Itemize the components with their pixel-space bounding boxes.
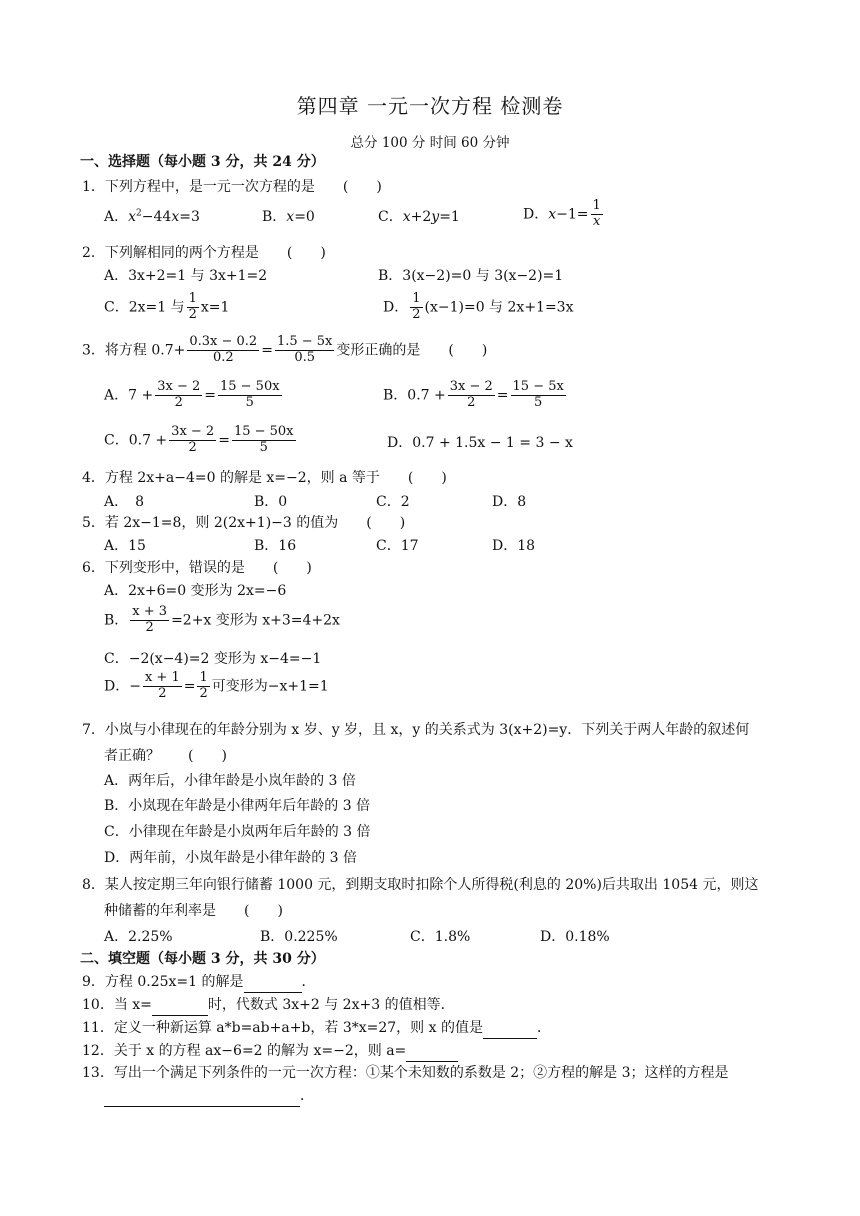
section-heading-choice: 一、选择题（每小题 3 分，共 24 分） — [80, 154, 325, 170]
q3-option-a: A．7 + $\frac{3x - 2}{2}$ = $\frac{15 - 50x}{5}$ — [104, 379, 280, 410]
q1-stem: 1．下列方程中，是一元一次方程的是 ( ) — [82, 179, 382, 195]
q3-stem: 3．将方程 0.7+ $\frac{0.3x - 0.2}{0.2}$ = $\frac{1.5 - 5x}{0.5}$ 变形正确的是 ( ) — [82, 334, 488, 365]
q2-option-d: D． $\frac{1}{2}$ (x−1)=0 与 2x+1=3x — [383, 291, 574, 322]
q1-option-a: A．$x^2-44x=3$ — [104, 208, 200, 225]
page-subtitle: 总分 100 分 时间 60 分钟 — [350, 135, 510, 151]
q3-option-d: D．0.7 + 1.5x − 1 = 3 − x — [387, 435, 573, 451]
q8-option-a: A．2.25% — [104, 929, 173, 945]
q8-option-c: C．1.8% — [410, 929, 471, 945]
q1-option-d: D．x−1= $\frac{1}{x}$ — [523, 198, 601, 229]
q7-stem-line1: 7．小岚与小律现在的年龄分别为 x 岁、y 岁，且 x，y 的关系式为 3(x+2)=y．下列关于两人年龄的叙述何 — [82, 722, 750, 738]
q8-stem-line1: 8．某人按定期三年向银行储蓄 1000 元，到期支取时扣除个人所得税(利息的 20%)后共取出 1054 元，则这 — [82, 877, 759, 893]
q1-option-b: B．x=0 — [262, 209, 315, 225]
q4-option-a: A． 8 — [104, 494, 145, 510]
q6-option-a: A．2x+6=0 变形为 2x=−6 — [104, 583, 287, 599]
q4-option-b: B．0 — [254, 494, 288, 510]
q7-option-a: A．两年后，小律年龄是小岚年龄的 3 倍 — [104, 773, 356, 789]
q3-option-c: C．0.7 + $\frac{3x - 2}{2}$ = $\frac{15 - 50x}{5}$ — [104, 424, 294, 455]
q6-option-c: C．−2(x−4)=2 变形为 x−4=−1 — [104, 651, 322, 667]
q5-option-d: D．18 — [492, 538, 536, 554]
q6-option-b: B． $\frac{x + 3}{2}$ =2+x 变形为 x+3=4+2x — [104, 604, 340, 635]
q2-option-b: B．3(x−2)=0 与 3(x−2)=1 — [378, 268, 564, 284]
q4-option-c: C．2 — [376, 494, 410, 510]
q3-option-b: B．0.7 + $\frac{3x - 2}{2}$ = $\frac{15 - 5x}{5}$ — [383, 379, 564, 410]
q13-line2: ． — [104, 1086, 314, 1107]
q7-option-b: B．小岚现在年龄是小律两年后年龄的 3 倍 — [104, 798, 371, 814]
q10-answer-blank[interactable] — [152, 995, 208, 1016]
q9-answer-blank[interactable] — [244, 972, 302, 993]
q2-option-c: C．2x=1 与 $\frac{1}{2}$ x=1 — [104, 291, 230, 322]
q4-stem: 4．方程 2x+a−4=0 的解是 x=−2，则 a 等于 ( ) — [82, 470, 447, 486]
q11: 11．定义一种新运算 a*b=ab+a+b，若 3*x=27，则 x 的值是 ． — [82, 1018, 551, 1039]
q12: 12．关于 x 的方程 ax−6=2 的解为 x=−2，则 a= — [82, 1041, 458, 1062]
q5-stem: 5．若 2x−1=8，则 2(2x+1)−3 的值为 ( ) — [82, 515, 406, 531]
q1-option-c: C．x+2y=1 — [378, 209, 460, 225]
q2-option-a: A．3x+2=1 与 3x+1=2 — [104, 268, 268, 284]
q6-option-d: D．− $\frac{x + 1}{2}$ = $\frac{1}{2}$ 可变形为−x+1=1 — [104, 670, 329, 701]
q2-stem: 2．下列解相同的两个方程是 ( ) — [82, 245, 326, 261]
q7-stem-line2: 者正确？ ( ) — [104, 748, 227, 764]
q8-option-d: D．0.18% — [540, 929, 610, 945]
section-heading-fill: 二、填空题（每小题 3 分，共 30 分） — [80, 951, 325, 967]
q8-stem-line2: 种储蓄的年利率是 ( ) — [104, 903, 283, 919]
q5-option-c: C．17 — [376, 538, 419, 554]
page-title: 第四章 一元一次方程 检测卷 — [296, 94, 564, 118]
q9: 9．方程 0.25x=1 的解是 ． — [82, 972, 316, 993]
q8-option-b: B．0.225% — [260, 929, 338, 945]
q7-option-c: C．小律现在年龄是小岚两年后年龄的 3 倍 — [104, 824, 371, 840]
q11-answer-blank[interactable] — [483, 1018, 537, 1039]
q12-answer-blank[interactable] — [406, 1041, 458, 1062]
q6-stem: 6．下列变形中，错误的是 ( ) — [82, 560, 312, 576]
q10: 10．当 x= 时，代数式 3x+2 与 2x+3 的值相等． — [82, 995, 455, 1016]
q13-answer-blank[interactable] — [104, 1086, 300, 1107]
q13-line1: 13．写出一个满足下列条件的一元一次方程：①某个未知数的系数是 2；②方程的解是 3；这样的方程是 — [82, 1065, 729, 1081]
q5-option-a: A．15 — [104, 538, 146, 554]
q4-option-d: D．8 — [492, 494, 527, 510]
q7-option-d: D．两年前，小岚年龄是小律年龄的 3 倍 — [104, 850, 358, 866]
q5-option-b: B．16 — [254, 538, 297, 554]
